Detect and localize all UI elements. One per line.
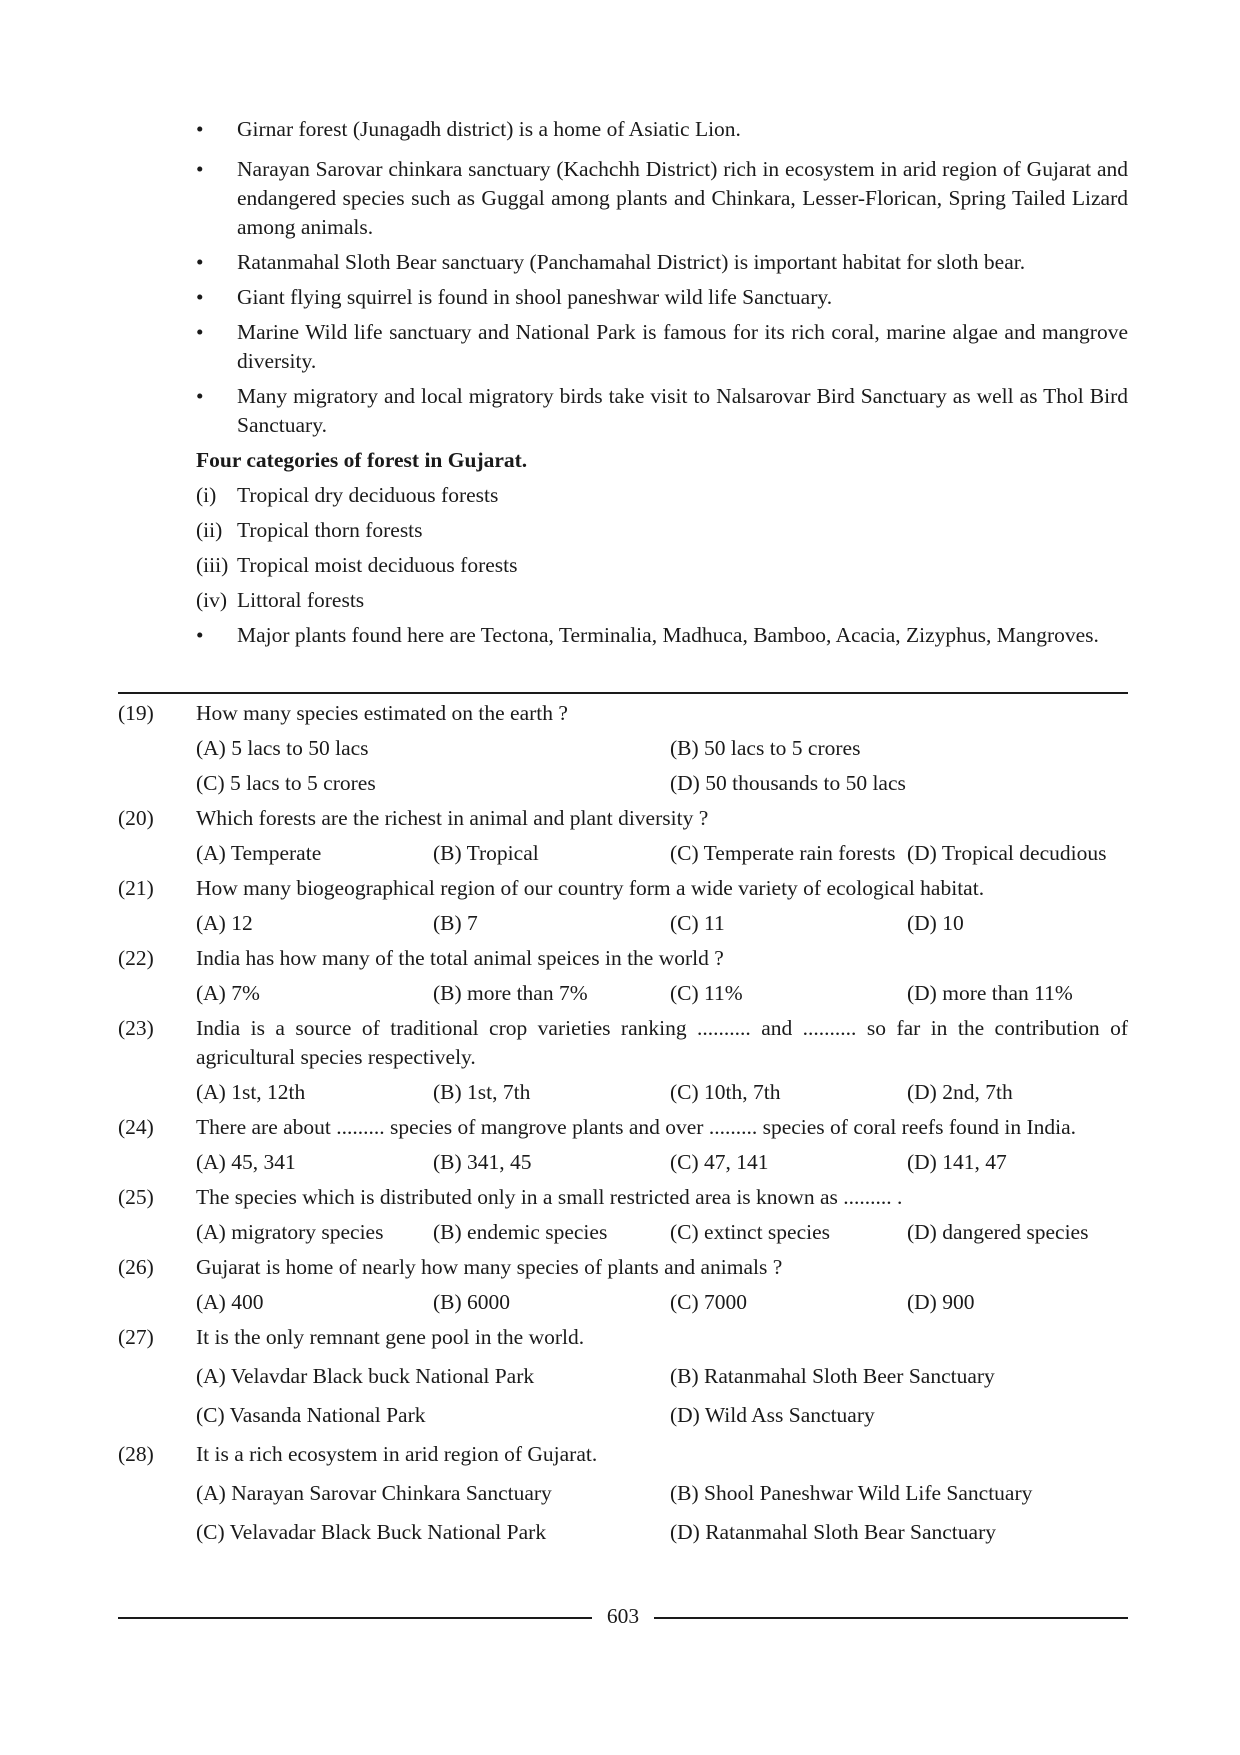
question-number: (21) <box>118 876 154 900</box>
footer-rule-left <box>118 1617 592 1619</box>
notes-section <box>196 115 1128 656</box>
option-a: (A) 12 <box>196 911 253 935</box>
option-d: (D) dangered species <box>907 1220 1089 1244</box>
option-b: (B) Ratanmahal Sloth Beer Sanctuary <box>670 1364 995 1388</box>
forest-category-item <box>196 551 1128 580</box>
forest-categories-heading: Four categories of forest in Gujarat. <box>196 448 528 472</box>
bullet-item: • Giant flying squirrel is found in shool paneshwar wild life Sanctuary. <box>196 283 1128 312</box>
option-c: (C) 47, 141 <box>670 1150 769 1174</box>
page-footer <box>118 1602 1128 1632</box>
question <box>118 699 1128 798</box>
option-c: (C) Vasanda National Park <box>196 1403 426 1427</box>
question-number: (19) <box>118 701 154 725</box>
option-d: (D) 10 <box>907 911 964 935</box>
question-number: (27) <box>118 1325 154 1349</box>
bullet-item: • Ratanmahal Sloth Bear sanctuary (Panchamahal District) is important habitat for sloth bear. <box>196 248 1128 277</box>
question-number: (26) <box>118 1255 154 1279</box>
bullet-item: • Marine Wild life sanctuary and National Park is famous for its rich coral, marine algae and mangrove diversity. <box>196 318 1128 376</box>
option-d: (D) Ratanmahal Sloth Bear Sanctuary <box>670 1520 996 1544</box>
option-a: (A) 400 <box>196 1290 264 1314</box>
option-d: (D) more than 11% <box>907 981 1073 1005</box>
option-b: (B) 50 lacs to 5 crores <box>670 736 861 760</box>
question <box>118 1113 1128 1177</box>
option-d: (D) 2nd, 7th <box>907 1080 1013 1104</box>
forest-category-item <box>196 481 1128 510</box>
question-number: (24) <box>118 1115 154 1139</box>
question-number: (23) <box>118 1016 154 1040</box>
option-c: (C) extinct species <box>670 1220 831 1244</box>
forest-category-item <box>196 586 1128 615</box>
category-number: (iv) <box>196 588 228 612</box>
question-text: Gujarat is home of nearly how many species of plants and animals ? <box>196 1255 783 1279</box>
question-number: (20) <box>118 806 154 830</box>
category-text: Tropical moist deciduous forests <box>237 553 518 577</box>
option-b: (B) 341, 45 <box>433 1150 532 1174</box>
option-b: (B) more than 7% <box>433 981 588 1005</box>
option-c: (C) 5 lacs to 5 crores <box>196 771 376 795</box>
question-text: The species which is distributed only in a small restricted area is known as ......... . <box>196 1185 903 1209</box>
page-number: 603 <box>606 1604 640 1628</box>
option-a: (A) migratory species <box>196 1220 384 1244</box>
option-a: (A) 5 lacs to 50 lacs <box>196 736 369 760</box>
category-number: (i) <box>196 483 217 507</box>
option-a: (A) 1st, 12th <box>196 1080 306 1104</box>
forest-category-item <box>196 516 1128 545</box>
option-a: (A) Temperate <box>196 841 322 865</box>
bullet-item: • Many migratory and local migratory birds take visit to Nalsarovar Bird Sanctuary as well as Thol Bird Sanctuary. <box>196 382 1128 440</box>
question-number: (28) <box>118 1442 154 1466</box>
footer-rule-right <box>654 1617 1128 1619</box>
question <box>118 874 1128 938</box>
category-number: (iii) <box>196 553 229 577</box>
question-text: It is a rich ecosystem in arid region of Gujarat. <box>196 1442 598 1466</box>
question-text: There are about ......... species of mangrove plants and over ......... species of coral reefs found in India. <box>196 1115 1076 1139</box>
question <box>118 1440 1128 1547</box>
category-text: Littoral forests <box>237 588 365 612</box>
option-d: (D) 141, 47 <box>907 1150 1007 1174</box>
bullet-item: • Narayan Sarovar chinkara sanctuary (Kachchh District) rich in ecosystem in arid region of Gujarat and endangered species such as Guggal among plants and Chinkara, Lesser-Florican, Spring Tailed Lizard among animals. <box>196 155 1128 242</box>
option-c: (C) 11% <box>670 981 743 1005</box>
question-text: Which forests are the richest in animal and plant diversity ? <box>196 806 709 830</box>
question <box>118 1253 1128 1317</box>
category-number: (ii) <box>196 518 223 542</box>
option-c: (C) 7000 <box>670 1290 748 1314</box>
question-text: India is a source of traditional crop varieties ranking .......... and .......... so far in the contribution of agricultural species respectively. <box>196 1016 1128 1069</box>
category-text: Tropical dry deciduous forests <box>237 483 499 507</box>
questions-section <box>118 699 1128 1553</box>
option-d: (D) Tropical decudious <box>907 841 1107 865</box>
option-c: (C) Temperate rain forests <box>670 841 896 865</box>
option-a: (A) 7% <box>196 981 260 1005</box>
option-a: (A) Velavdar Black buck National Park <box>196 1364 535 1388</box>
question-number: (22) <box>118 946 154 970</box>
option-d: (D) 50 thousands to 50 lacs <box>670 771 906 795</box>
option-b: (B) 1st, 7th <box>433 1080 531 1104</box>
option-b: (B) Shool Paneshwar Wild Life Sanctuary <box>670 1481 1033 1505</box>
question-text: India has how many of the total animal speices in the world ? <box>196 946 724 970</box>
option-b: (B) endemic species <box>433 1220 608 1244</box>
option-b: (B) 7 <box>433 911 478 935</box>
question <box>118 944 1128 1008</box>
category-text: Tropical thorn forests <box>237 518 423 542</box>
option-d: (D) 900 <box>907 1290 975 1314</box>
bullet-item: • Major plants found here are Tectona, Terminalia, Madhuca, Bamboo, Acacia, Zizyphus, Mangroves. <box>196 621 1128 650</box>
question <box>118 1323 1128 1430</box>
section-divider <box>118 692 1128 694</box>
option-c: (C) 10th, 7th <box>670 1080 781 1104</box>
option-d: (D) Wild Ass Sanctuary <box>670 1403 875 1427</box>
question <box>118 1014 1128 1107</box>
option-c: (C) 11 <box>670 911 725 935</box>
question-text: How many biogeographical region of our country form a wide variety of ecological habitat. <box>196 876 985 900</box>
question-number: (25) <box>118 1185 154 1209</box>
question-text: How many species estimated on the earth ? <box>196 701 568 725</box>
option-a: (A) Narayan Sarovar Chinkara Sanctuary <box>196 1481 552 1505</box>
question <box>118 1183 1128 1247</box>
question-text: It is the only remnant gene pool in the world. <box>196 1325 585 1349</box>
option-c: (C) Velavadar Black Buck National Park <box>196 1520 547 1544</box>
bullet-item: • Girnar forest (Junagadh district) is a home of Asiatic Lion. <box>196 115 1128 144</box>
option-a: (A) 45, 341 <box>196 1150 296 1174</box>
question <box>118 804 1128 868</box>
option-b: (B) 6000 <box>433 1290 511 1314</box>
option-b: (B) Tropical <box>433 841 539 865</box>
